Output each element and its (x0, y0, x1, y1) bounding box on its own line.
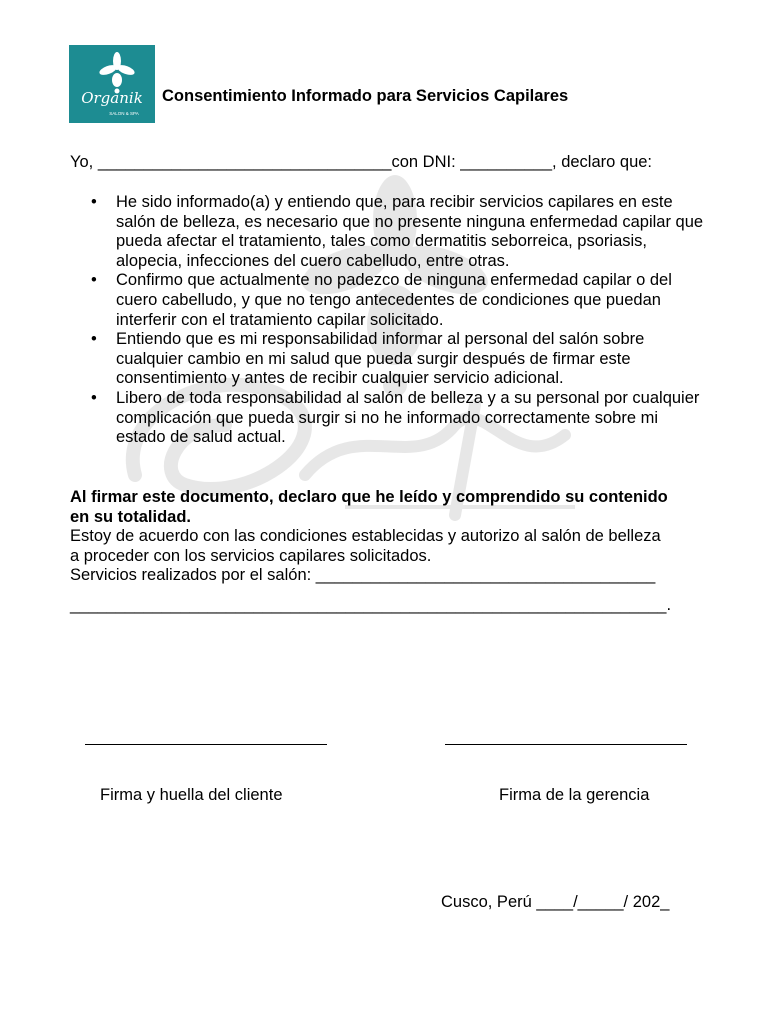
list-item-text: He sido informado(a) y entiendo que, para recibir servicios capilares en este salón de belleza, es necesario que no presente ninguna enfermedad capilar que pueda afectar el tratamiento, tales como dermatitis seborreica, psoriasis, alopecia, infecciones del cuero cabelludo, entre otras. (116, 193, 704, 270)
bullet-icon: • (91, 271, 97, 290)
logo-wordmark: Organik (81, 89, 143, 107)
services-line: Servicios realizados por el salón: _____________________________________ (70, 566, 656, 584)
services-line-continued: _________________________________________________________________. (70, 596, 672, 614)
agreement-statement: Estoy de acuerdo con las condiciones establecidas y autorizo al salón de belleza a proceder con los servicios capilares solicitados. (70, 527, 661, 565)
list-item-text: Entiendo que es mi responsabilidad informar al personal del salón sobre cualquier cambio en mi salud que pueda surgir después de firmar este consentimiento y antes de recibir cualquier servicio adicional. (116, 330, 645, 388)
organik-logo (69, 45, 155, 123)
list-item-text: Libero de toda responsabilidad al salón de belleza y a su personal por cualquier complicación que pueda surgir si no he informado correctamente sobre mi estado de salud actual. (116, 388, 700, 447)
flower-icon (69, 45, 155, 123)
bullet-icon: • (91, 193, 97, 211)
conditions-list (70, 193, 710, 448)
declaration-statement: Al firmar este documento, declaro que he leído y comprendido su contenido en su totalidad. (70, 488, 668, 526)
logo-subtitle: SALON & SPA (109, 111, 139, 116)
bullet-icon: • (91, 388, 97, 407)
document-title: Consentimiento Informado para Servicios Capilares (162, 87, 569, 105)
list-item (70, 389, 710, 448)
client-signature-label: Firma y huella del cliente (100, 786, 283, 804)
list-item (70, 271, 710, 330)
list-item (70, 193, 710, 271)
manager-signature-label: Firma de la gerencia (499, 786, 650, 804)
bullet-icon: • (91, 330, 97, 349)
list-item-text: Confirmo que actualmente no padezco de ninguna enfermedad capilar o del cuero cabelludo, y que no tengo antecedentes de condiciones que puedan interferir con el tratamiento capilar solicitado. (116, 271, 672, 329)
manager-signature-line (445, 744, 687, 745)
intro-line: Yo, ________________________________con DNI: __________, declaro que: (70, 153, 653, 171)
client-signature-line (85, 744, 327, 745)
place-date-line: Cusco, Perú ____/_____/ 202_ (441, 893, 670, 911)
list-item (70, 330, 710, 389)
